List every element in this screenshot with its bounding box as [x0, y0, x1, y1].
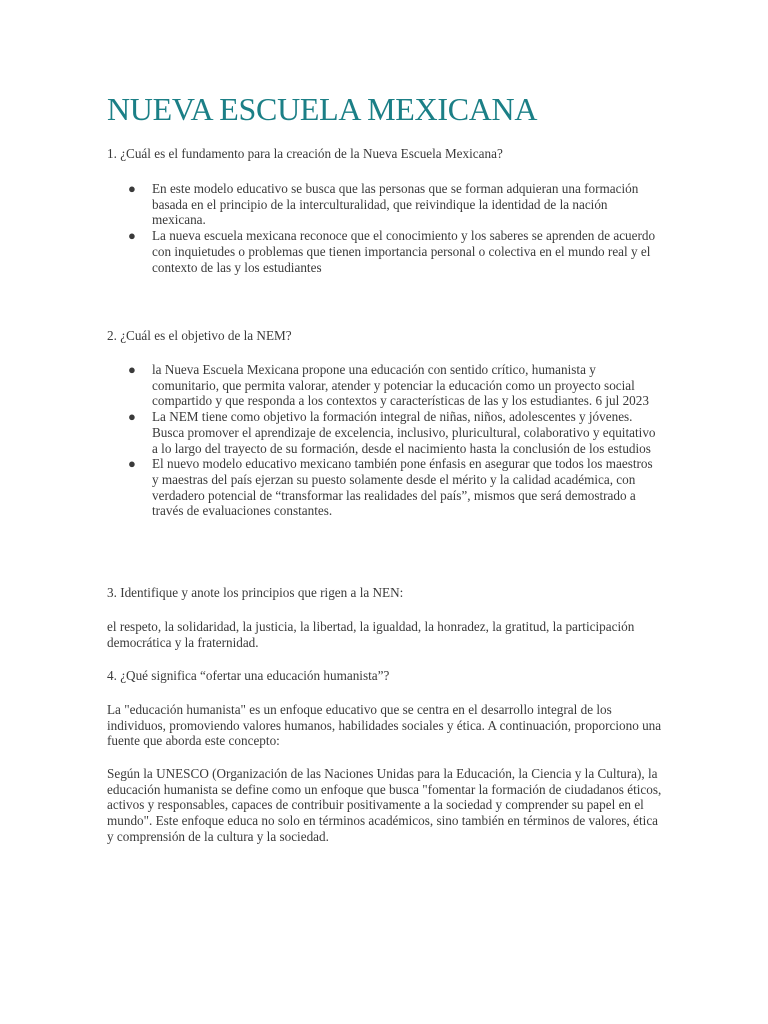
- question-4-paragraph-2-block: [107, 766, 662, 845]
- question-3-answer-block: [107, 619, 662, 650]
- list-item: ● La NEM tiene como objetivo la formación integral de niñas, niños, adolescentes y jóvenes. Busca promover el aprendizaje de excelencia, inclusivo, pluricultural, colaborativo y equitativo a lo largo del trayecto de su formación, desde el nacimiento hasta la conclusión de los estudios: [128, 409, 656, 456]
- document-title: NUEVA ESCUELA MEXICANA: [107, 91, 538, 127]
- list-item: ● En este modelo educativo se busca que las personas que se forman adquieran una formación basada en el principio de la interculturalidad, que reivindique la identidad de la nación mexicana.: [128, 181, 639, 228]
- question-3-block: [107, 585, 662, 601]
- list-item: ● La nueva escuela mexicana reconoce que el conocimiento y los saberes se aprenden de acuerdo con inquietudes o problemas que tienen importancia personal o colectiva en el mundo real y el contexto de las y los estudiantes: [128, 228, 656, 275]
- question-1-block: [107, 146, 662, 162]
- question-2-answers: [107, 362, 662, 519]
- question-3-answer: el respeto, la solidaridad, la justicia, la libertad, la igualdad, la honradez, la gratitud, la participación democrática y la fraternidad.: [107, 619, 635, 650]
- bullet-icon: ●: [128, 409, 136, 425]
- question-1-bullet-list: [107, 181, 662, 275]
- question-4-paragraph-2: Según la UNESCO (Organización de las Naciones Unidas para la Educación, la Ciencia y la Cultura), la educación humanista se define como un enfoque que busca "fomentar la formación de ciudadanos éticos, activos y responsables, capaces de contribuir positivamente a la sociedad y comprender su papel en el mundo". Este enfoque educa no solo en términos académicos, sino también en términos de valores, ética y comprensión de la cultura y la sociedad.: [107, 766, 662, 844]
- bullet-icon: ●: [128, 362, 136, 377]
- list-item: ● El nuevo modelo educativo mexicano también pone énfasis en asegurar que todos los maestros y maestras del país ejerzan su puesto solamente desde el mérito y la calidad académica, con verdadero potencial de “transformar las realidades del país”, mismos que será demostrado a través de evaluaciones constantes.: [128, 456, 653, 519]
- question-2-bullet-list: [107, 362, 662, 519]
- question-3: 3. Identifique y anote los principios que rigen a la NEN:: [107, 585, 404, 600]
- question-2: 2. ¿Cuál es el objetivo de la NEM?: [107, 328, 292, 343]
- bullet-icon: ●: [128, 228, 136, 244]
- list-item: ● la Nueva Escuela Mexicana propone una educación con sentido crítico, humanista y comunitario, que permita valorar, atender y potenciar la educación como un proyecto social compartido y que responda a los contextos y características de las y los estudiantes. 6 jul 2023: [128, 362, 649, 409]
- question-1-answers: [107, 181, 662, 275]
- question-4-paragraph-1: La "educación humanista" es un enfoque educativo que se centra en el desarrollo integral de los individuos, promoviendo valores humanos, habilidades sociales y ética. A continuación, proporciono una fuente que aborda este concepto:: [107, 702, 662, 749]
- question-4-paragraph-1-block: [107, 702, 662, 749]
- bullet-icon: ●: [128, 181, 136, 196]
- question-4: 4. ¿Qué significa “ofertar una educación humanista”?: [107, 668, 390, 683]
- question-4-block: [107, 668, 662, 684]
- question-2-block: [107, 328, 662, 344]
- bullet-icon: ●: [128, 456, 136, 472]
- question-1: 1. ¿Cuál es el fundamento para la creación de la Nueva Escuela Mexicana?: [107, 146, 503, 161]
